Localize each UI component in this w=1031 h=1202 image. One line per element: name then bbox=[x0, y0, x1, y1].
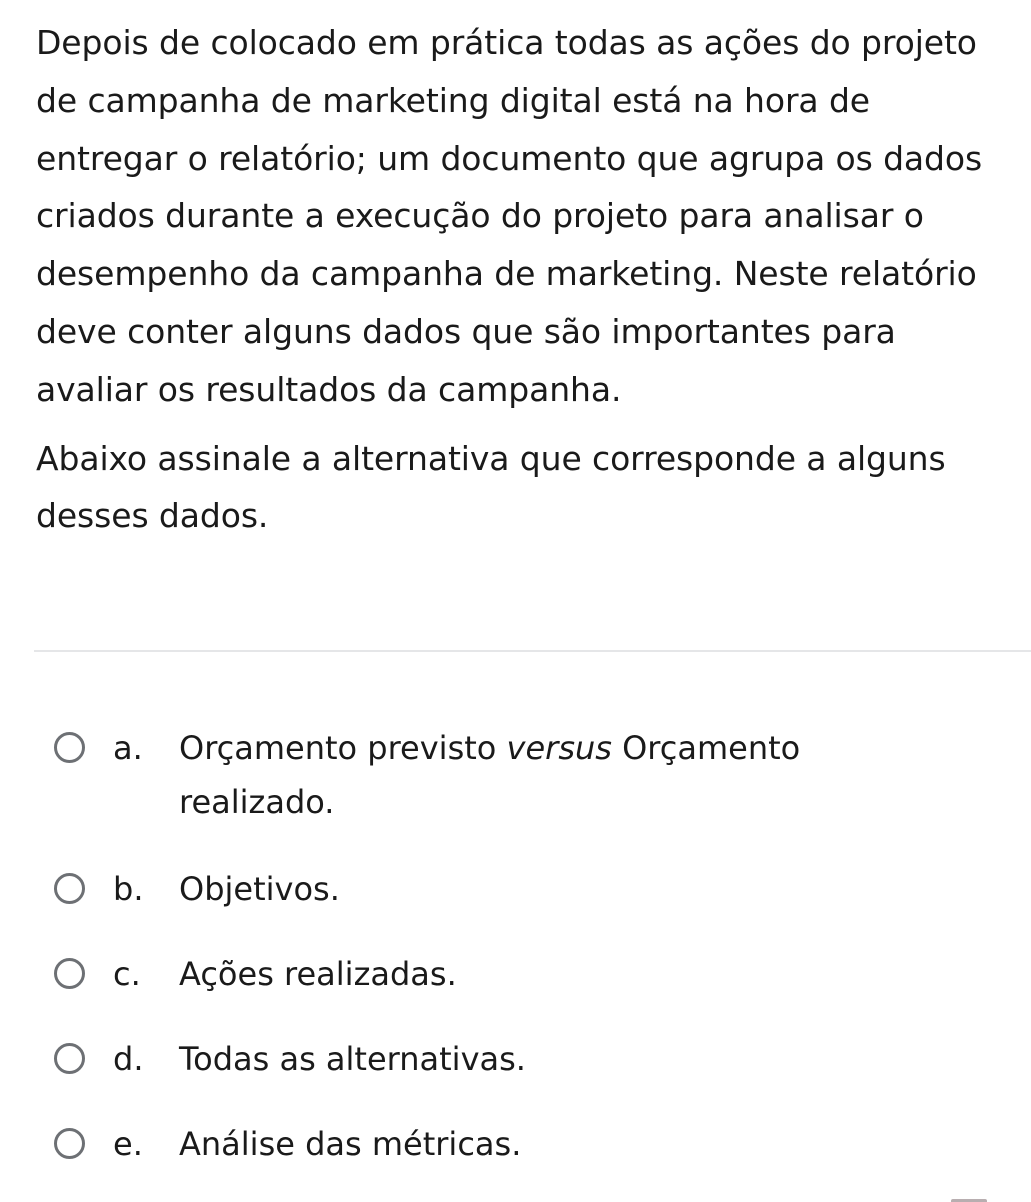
option-letter-a: a. bbox=[113, 729, 143, 767]
option-text-a-part2: Orçamento realizado. bbox=[179, 729, 801, 821]
option-text-e: Análise das métricas. bbox=[179, 1125, 522, 1163]
question-text bbox=[36, 14, 1011, 545]
radio-button-a[interactable] bbox=[54, 732, 85, 763]
option-text-a-part1: Orçamento previsto bbox=[179, 729, 507, 767]
option-letter-b: b. bbox=[113, 870, 144, 908]
option-c[interactable] bbox=[52, 947, 1012, 1001]
option-d[interactable] bbox=[52, 1032, 1012, 1086]
option-letter-e: e. bbox=[113, 1125, 143, 1163]
option-b[interactable] bbox=[52, 862, 1012, 916]
question-paragraph-1: Depois de colocado em prática todas as ações do projeto de campanha de marketing digital está na hora de entregar o relatório; um documento que agrupa os dados criados durante a execução do projeto para analisar o desempenho da campanha de marketing. Neste relatório deve conter alguns dados que são importantes para avaliar os resultados da campanha. bbox=[36, 23, 983, 409]
radio-button-c[interactable] bbox=[54, 958, 85, 989]
radio-button-e[interactable] bbox=[54, 1128, 85, 1159]
divider bbox=[34, 650, 1031, 652]
option-text-b: Objetivos. bbox=[179, 870, 340, 908]
option-text-a bbox=[179, 721, 859, 829]
option-letter-c: c. bbox=[113, 955, 141, 993]
radio-button-d[interactable] bbox=[54, 1043, 85, 1074]
option-text-a-italic: versus bbox=[506, 729, 612, 767]
option-text-d: Todas as alternativas. bbox=[179, 1040, 526, 1078]
option-text-c: Ações realizadas. bbox=[179, 955, 457, 993]
radio-button-b[interactable] bbox=[54, 873, 85, 904]
option-a[interactable] bbox=[52, 721, 1012, 829]
option-letter-d: d. bbox=[113, 1040, 144, 1078]
option-e[interactable] bbox=[52, 1117, 1012, 1171]
question-paragraph-2: Abaixo assinale a alternativa que corresponde a alguns desses dados. bbox=[36, 438, 946, 536]
